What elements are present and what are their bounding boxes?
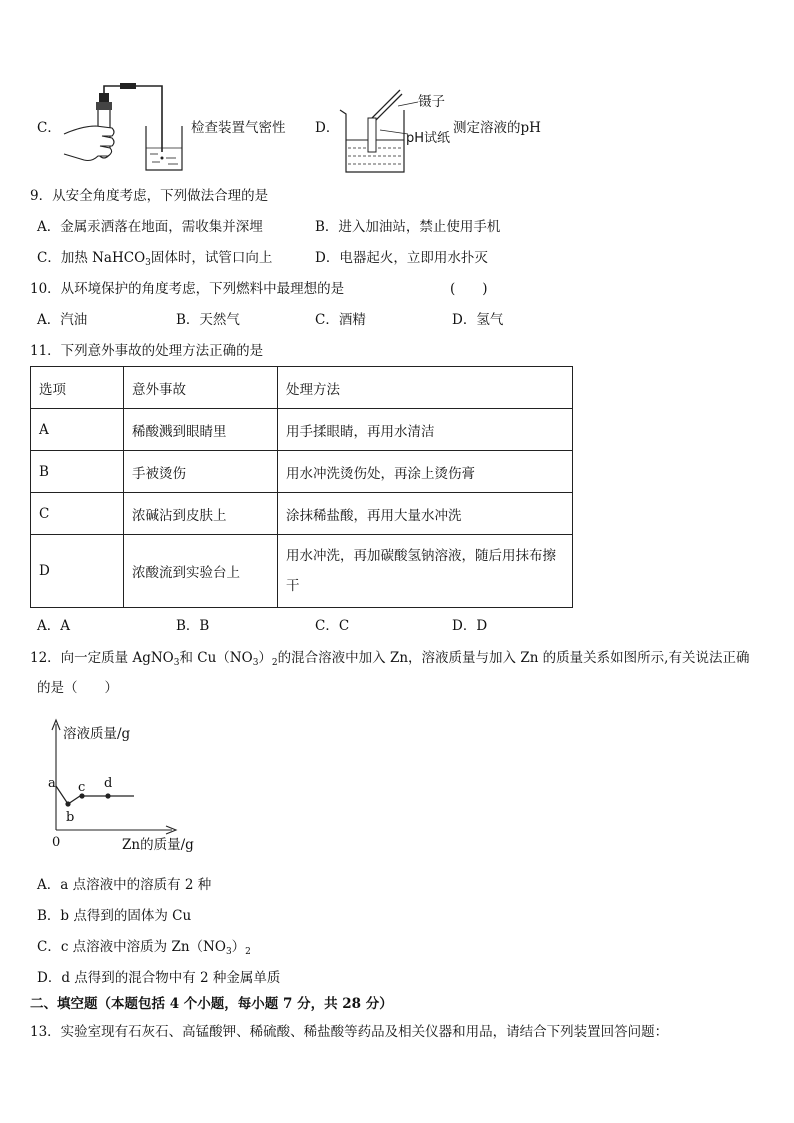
ph-paper-label: pH试纸 [406,131,451,146]
q8-option-c-caption: 检查装置气密性 [191,120,286,136]
q9-option-d: D．电器起火，立即用水扑灭 [315,250,488,266]
table-row [31,493,573,535]
table-cell: 稀酸溅到眼睛里 [124,409,278,451]
graph-origin-label: 0 [52,835,61,850]
q11-option-a: A．A [37,618,70,634]
q8-option-c-label: C． [37,120,61,136]
q11-option-d: D．D [452,618,488,634]
q12-stem-line1: 12．向一定质量 AgNO$_3$和 $Cu(NO_3)_2$的混合溶液中加入 Zn，溶液质量与加入 Zn 的质量关系如图所示,有关说法正确 [30,650,750,668]
table-row [31,451,573,493]
graph-y-axis-label: 溶液质量/g [63,726,131,742]
q12-option-b: B．b 点得到的固体为 Cu [37,908,192,924]
q9-option-b: B．进入加油站，禁止使用手机 [315,219,501,235]
table-cell: 用水冲洗，再加碳酸氢钠溶液，随后用抹布擦干 [278,535,573,608]
table-header: 选项 [31,367,124,409]
graph-x-axis-label: Zn的质量/g [122,837,194,853]
q12-option-c: C．c 点溶液中溶质为 $Zn(NO_3)_2$ [37,939,251,957]
table-row [31,409,573,451]
q10-option-a: A．汽油 [37,312,88,328]
table-header-row [31,367,573,409]
table-header: 处理方法 [278,367,573,409]
tweezers-label: 镊子 [418,94,445,110]
q12-option-d: D．d 点得到的混合物中有 2 种金属单质 [37,970,281,986]
q11-option-b: B．B [176,618,210,634]
q10-option-b: B．天然气 [176,312,240,328]
q10-option-c: C．酒精 [315,312,366,328]
q8-option-d-caption: 测定溶液的pH [453,120,541,136]
q11-option-c: C．C [315,618,350,634]
table-cell: A [31,409,124,451]
graph-point-a-label: a [48,776,56,791]
table-cell: B [31,451,124,493]
graph-point-b-label: b [66,810,75,825]
table-cell: 涂抹稀盐酸，再用大量水冲洗 [278,493,573,535]
graph-point-d-label: d [104,776,113,791]
q10-stem: 10．从环境保护的角度考虑，下列燃料中最理想的是 [30,281,345,297]
table-cell: 浓酸流到实验台上 [124,535,278,608]
q12-option-a: A．a 点溶液中的溶质有 2 种 [37,877,212,893]
q9-option-c: C．加热 NaHCO$_3$固体时，试管口向上 [37,250,273,268]
q10-option-d: D．氢气 [452,312,504,328]
q11-stem: 11．下列意外事故的处理方法正确的是 [30,343,264,359]
airtightness-check-figure [62,82,192,177]
table-cell: 手被烫伤 [124,451,278,493]
table-cell: 用手揉眼睛，再用水清洁 [278,409,573,451]
table-cell: D [31,535,124,608]
accident-table [30,366,573,608]
q13-stem: 13．实验室现有石灰石、高锰酸钾、稀硫酸、稀盐酸等药品及相关仪器和用品，请结合下列装置回答问题： [30,1024,669,1040]
graph-point-c-label: c [78,780,86,795]
q8-option-d-label: D． [315,120,340,136]
q9-stem: 9．从安全角度考虑，下列做法合理的是 [30,188,269,204]
section-title: 二、填空题（本题包括 4 个小题，每小题 7 分，共 28 分） [30,996,393,1012]
q9-option-a: A．金属汞洒落在地面，需收集并深埋 [37,219,263,235]
tweezers-leader-line [398,100,420,108]
table-cell: 用水冲洗烫伤处，再涂上烫伤膏 [278,451,573,493]
q12-stem-line2: 的是（ ） [37,680,118,696]
table-cell: C [31,493,124,535]
table-header: 意外事故 [124,367,278,409]
table-cell: 浓碱沾到皮肤上 [124,493,278,535]
table-row [31,535,573,608]
q10-answer-blank: ( ) [450,281,488,297]
